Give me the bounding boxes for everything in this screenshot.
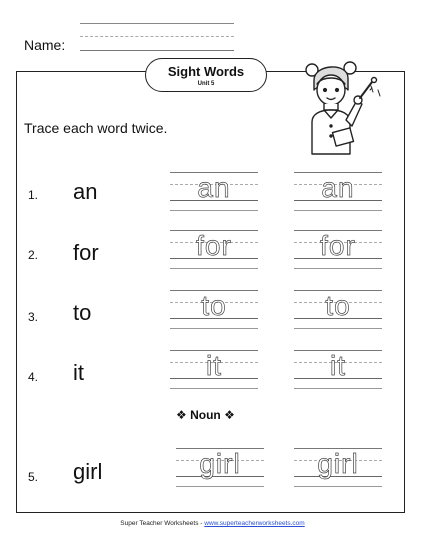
trace-box[interactable]: [170, 230, 258, 270]
trace-box[interactable]: [294, 350, 382, 390]
sight-word: for: [73, 240, 99, 265]
row-number: 3.: [28, 310, 39, 324]
trace-word: for: [196, 230, 232, 261]
footer-separator: -: [200, 520, 203, 527]
name-line-baseline[interactable]: [80, 50, 234, 51]
sight-word: an: [73, 179, 98, 204]
name-line-dashed: [80, 36, 234, 37]
trace-word: it: [330, 350, 346, 381]
name-label: Name:: [24, 37, 66, 53]
trace-box[interactable]: [170, 172, 258, 212]
row-number: 1.: [28, 188, 39, 202]
worksheet-title: Sight Words: [167, 64, 245, 79]
footer-link[interactable]: www.superteacherworksheets.com: [204, 520, 305, 527]
section-label-noun: ❖ Noun ❖: [176, 408, 235, 422]
title-badge: [145, 58, 267, 92]
trace-word: for: [320, 230, 356, 261]
girl-pointing-illustration-icon: [298, 56, 384, 156]
trace-word: to: [201, 290, 227, 321]
trace-word: an: [321, 172, 355, 203]
footer: [0, 520, 425, 527]
footer-brand: Super Teacher Worksheets: [120, 520, 199, 527]
trace-word: girl: [317, 448, 359, 479]
sight-word: it: [73, 360, 84, 385]
sight-word: girl: [73, 459, 103, 484]
trace-word: to: [325, 290, 351, 321]
sight-word: to: [73, 300, 92, 325]
unit-label: Unit 5: [197, 81, 215, 87]
trace-box[interactable]: [176, 448, 264, 488]
trace-box[interactable]: [294, 290, 382, 330]
trace-word: girl: [199, 448, 241, 479]
trace-word: it: [206, 350, 222, 381]
trace-box[interactable]: [294, 172, 382, 212]
trace-box[interactable]: [170, 350, 258, 390]
row-number: 4.: [28, 370, 39, 384]
row-number: 2.: [28, 248, 39, 262]
trace-box[interactable]: [294, 448, 382, 488]
trace-box[interactable]: [294, 230, 382, 270]
name-line-top: [80, 23, 234, 24]
instructions: Trace each word twice.: [24, 120, 168, 136]
trace-box[interactable]: [170, 290, 258, 330]
trace-word: an: [197, 172, 231, 203]
row-number: 5.: [28, 470, 39, 484]
